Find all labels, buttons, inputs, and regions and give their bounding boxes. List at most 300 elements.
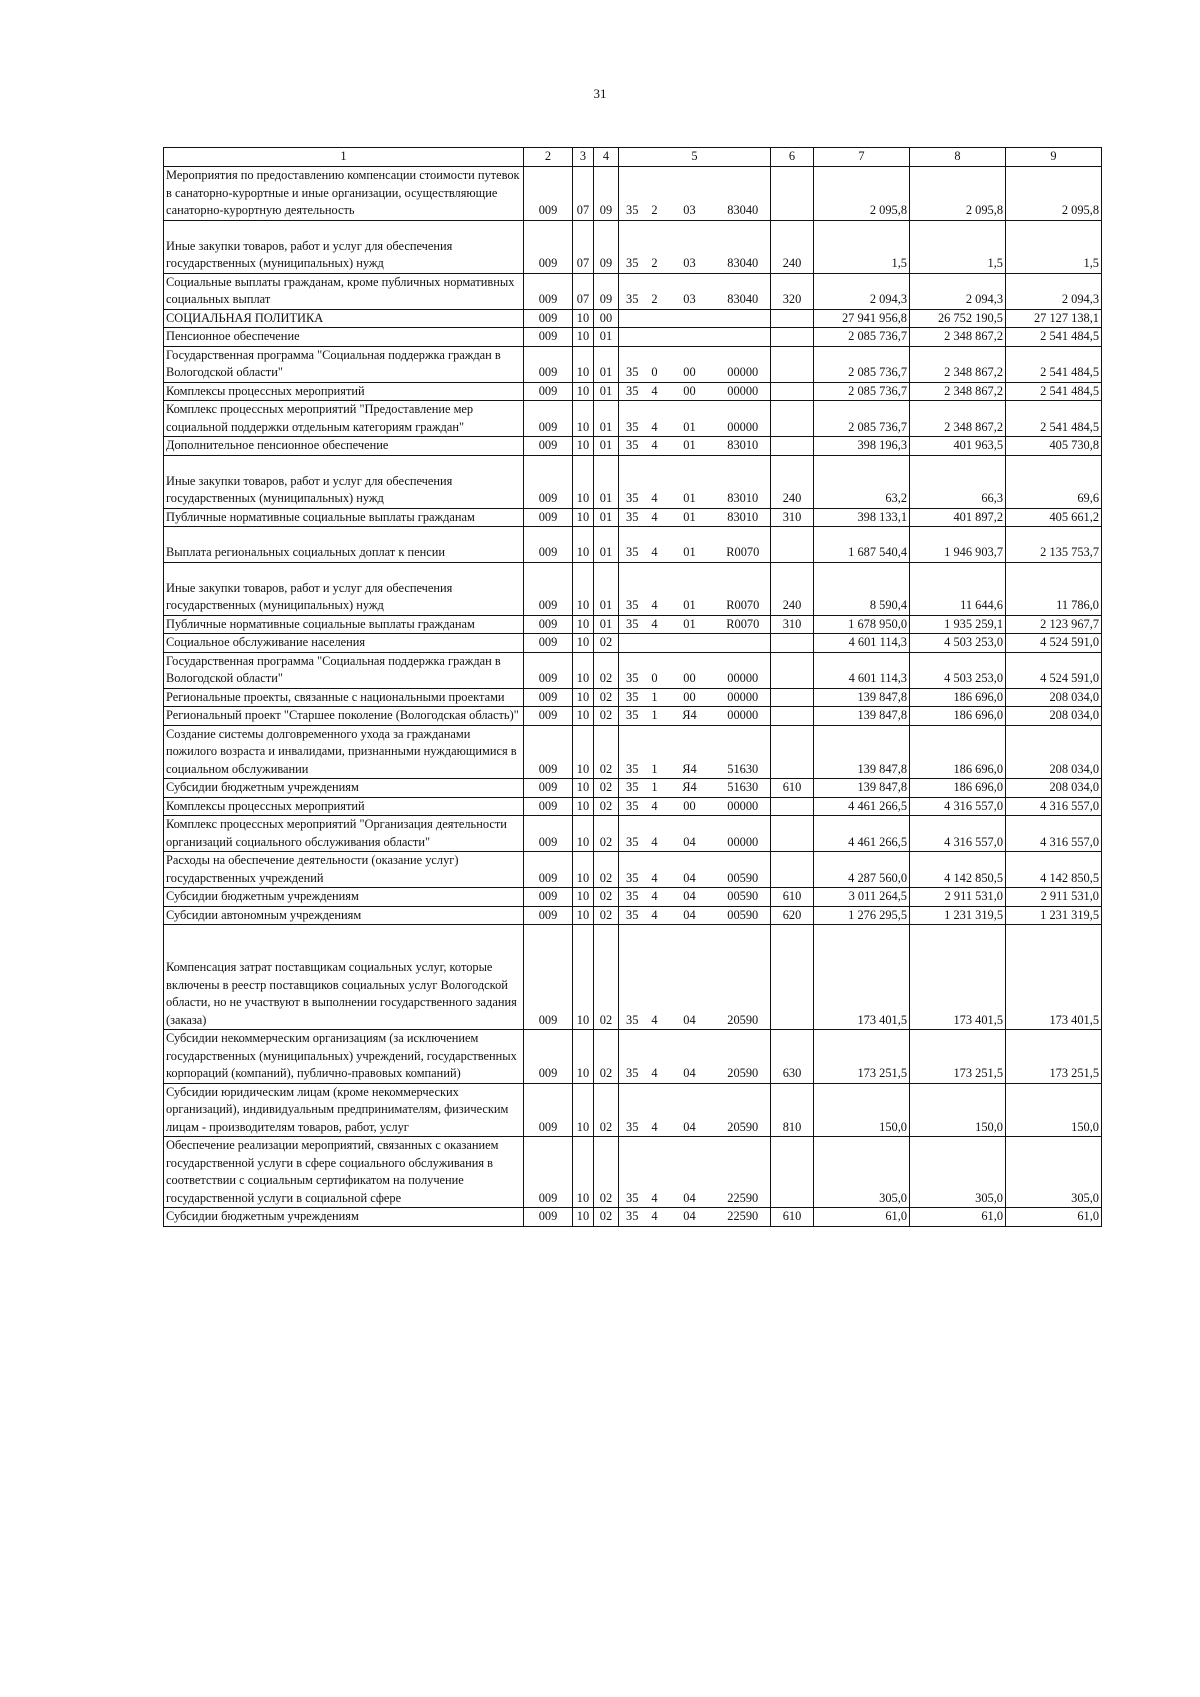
program-code [619, 634, 646, 653]
subsection-code: 02 [594, 652, 619, 688]
amount-col-9: 2 123 967,7 [1006, 615, 1102, 634]
program-code: 35 [619, 527, 646, 563]
header-cell: 3 [573, 148, 594, 167]
subprogram-code: 4 [646, 382, 664, 401]
subsection-code: 02 [594, 634, 619, 653]
amount-col-8: 66,3 [910, 455, 1006, 508]
ved-code: 009 [524, 508, 573, 527]
expense-type-code: 240 [771, 455, 814, 508]
ved-code: 009 [524, 816, 573, 852]
subsection-code: 01 [594, 401, 619, 437]
program-code: 35 [619, 797, 646, 816]
section-code: 10 [573, 816, 594, 852]
amount-col-7: 2 085 736,7 [814, 346, 910, 382]
subsection-code: 09 [594, 273, 619, 309]
header-cell: 4 [594, 148, 619, 167]
expense-type-code [771, 309, 814, 328]
ved-code: 009 [524, 725, 573, 779]
header-cell: 6 [771, 148, 814, 167]
section-code: 07 [573, 167, 594, 221]
amount-col-7: 2 095,8 [814, 167, 910, 221]
row-name: Публичные нормативные социальные выплаты гражданам [164, 615, 524, 634]
program-code: 35 [619, 437, 646, 456]
row-name: Субсидии некоммерческим организациям (за исключением государственных (муниципальных) учреждений, государственных корпораций (компаний), публично-правовых компаний) [164, 1030, 524, 1084]
event-code: 00 [664, 382, 716, 401]
direction-code: 83040 [716, 220, 771, 273]
amount-col-8: 401 897,2 [910, 508, 1006, 527]
expense-type-code [771, 797, 814, 816]
amount-col-9: 1 231 319,5 [1006, 906, 1102, 925]
program-code: 35 [619, 725, 646, 779]
event-code [664, 309, 716, 328]
program-code: 35 [619, 1208, 646, 1227]
program-code: 35 [619, 1137, 646, 1208]
direction-code: 20590 [716, 1030, 771, 1084]
amount-col-9: 2 911 531,0 [1006, 888, 1102, 907]
program-code: 35 [619, 1083, 646, 1137]
row-name: СОЦИАЛЬНАЯ ПОЛИТИКА [164, 309, 524, 328]
subprogram-code: 4 [646, 852, 664, 888]
section-code: 10 [573, 1083, 594, 1137]
expense-type-code: 610 [771, 888, 814, 907]
table-row [164, 437, 1102, 456]
amount-col-7: 150,0 [814, 1083, 910, 1137]
table-row [164, 382, 1102, 401]
amount-col-9: 305,0 [1006, 1137, 1102, 1208]
ved-code: 009 [524, 346, 573, 382]
expense-type-code [771, 652, 814, 688]
subsection-code: 02 [594, 725, 619, 779]
direction-code: 83010 [716, 455, 771, 508]
event-code: 01 [664, 437, 716, 456]
expense-type-code [771, 328, 814, 347]
direction-code: 00000 [716, 797, 771, 816]
subprogram-code: 1 [646, 725, 664, 779]
expense-type-code: 320 [771, 273, 814, 309]
program-code [619, 309, 646, 328]
table-row [164, 455, 1102, 508]
amount-col-7: 4 601 114,3 [814, 634, 910, 653]
direction-code: 20590 [716, 925, 771, 1030]
amount-col-7: 305,0 [814, 1137, 910, 1208]
header-cell: 8 [910, 148, 1006, 167]
program-code: 35 [619, 401, 646, 437]
event-code: Я4 [664, 707, 716, 726]
subprogram-code: 4 [646, 1208, 664, 1227]
amount-col-7: 2 085 736,7 [814, 401, 910, 437]
program-code: 35 [619, 707, 646, 726]
table-row [164, 725, 1102, 779]
section-code: 10 [573, 707, 594, 726]
table-row [164, 562, 1102, 615]
direction-code: 20590 [716, 1083, 771, 1137]
program-code: 35 [619, 688, 646, 707]
amount-col-7: 1 687 540,4 [814, 527, 910, 563]
program-code: 35 [619, 925, 646, 1030]
subprogram-code: 1 [646, 779, 664, 798]
ved-code: 009 [524, 925, 573, 1030]
amount-col-8: 2 348 867,2 [910, 346, 1006, 382]
row-name: Создание системы долговременного ухода за гражданами пожилого возраста и инвалидами, признанными нуждающимися в социальном обслуживании [164, 725, 524, 779]
direction-code: 00590 [716, 888, 771, 907]
subsection-code: 01 [594, 508, 619, 527]
section-code: 10 [573, 401, 594, 437]
event-code: 01 [664, 527, 716, 563]
subprogram-code: 0 [646, 652, 664, 688]
ved-code: 009 [524, 615, 573, 634]
subsection-code: 01 [594, 527, 619, 563]
subprogram-code: 4 [646, 508, 664, 527]
amount-col-9: 150,0 [1006, 1083, 1102, 1137]
header-cell: 2 [524, 148, 573, 167]
direction-code: 00000 [716, 382, 771, 401]
ved-code: 009 [524, 455, 573, 508]
section-code: 10 [573, 725, 594, 779]
subsection-code: 01 [594, 562, 619, 615]
row-name: Публичные нормативные социальные выплаты гражданам [164, 508, 524, 527]
subprogram-code: 4 [646, 925, 664, 1030]
subprogram-code [646, 309, 664, 328]
event-code: 04 [664, 1137, 716, 1208]
expense-type-code: 630 [771, 1030, 814, 1084]
table-row [164, 273, 1102, 309]
header-cell: 7 [814, 148, 910, 167]
expense-type-code [771, 725, 814, 779]
expense-type-code: 620 [771, 906, 814, 925]
table-row [164, 328, 1102, 347]
table-row [164, 309, 1102, 328]
subprogram-code: 4 [646, 527, 664, 563]
subsection-code: 09 [594, 167, 619, 221]
row-name: Комплексы процессных мероприятий [164, 382, 524, 401]
direction-code: 83010 [716, 437, 771, 456]
header-cell: 1 [164, 148, 524, 167]
event-code: 00 [664, 652, 716, 688]
subprogram-code: 4 [646, 888, 664, 907]
row-name: Комплексы процессных мероприятий [164, 797, 524, 816]
section-code: 10 [573, 309, 594, 328]
section-code: 07 [573, 220, 594, 273]
table-row [164, 707, 1102, 726]
amount-col-9: 4 524 591,0 [1006, 652, 1102, 688]
amount-col-9: 405 730,8 [1006, 437, 1102, 456]
direction-code [716, 328, 771, 347]
table-row [164, 688, 1102, 707]
amount-col-8: 26 752 190,5 [910, 309, 1006, 328]
subprogram-code: 4 [646, 1083, 664, 1137]
row-name: Социальные выплаты гражданам, кроме публичных нормативных социальных выплат [164, 273, 524, 309]
amount-col-8: 4 142 850,5 [910, 852, 1006, 888]
amount-col-7: 139 847,8 [814, 707, 910, 726]
amount-col-9: 11 786,0 [1006, 562, 1102, 615]
amount-col-7: 4 601 114,3 [814, 652, 910, 688]
event-code: 04 [664, 852, 716, 888]
subprogram-code: 4 [646, 797, 664, 816]
program-code: 35 [619, 652, 646, 688]
section-code: 10 [573, 382, 594, 401]
expense-type-code [771, 346, 814, 382]
ved-code: 009 [524, 1208, 573, 1227]
amount-col-7: 4 287 560,0 [814, 852, 910, 888]
event-code: 04 [664, 1030, 716, 1084]
ved-code: 009 [524, 652, 573, 688]
amount-col-8: 4 503 253,0 [910, 634, 1006, 653]
amount-col-9: 2 541 484,5 [1006, 346, 1102, 382]
amount-col-7: 173 401,5 [814, 925, 910, 1030]
expense-type-code: 240 [771, 220, 814, 273]
event-code: 00 [664, 688, 716, 707]
subsection-code: 01 [594, 615, 619, 634]
amount-col-8: 401 963,5 [910, 437, 1006, 456]
amount-col-8: 1 935 259,1 [910, 615, 1006, 634]
subprogram-code: 4 [646, 455, 664, 508]
ved-code: 009 [524, 1030, 573, 1084]
header-cell: 9 [1006, 148, 1102, 167]
ved-code: 009 [524, 562, 573, 615]
row-name: Субсидии бюджетным учреждениям [164, 1208, 524, 1227]
amount-col-7: 2 085 736,7 [814, 328, 910, 347]
table-row [164, 508, 1102, 527]
amount-col-7: 8 590,4 [814, 562, 910, 615]
ved-code: 009 [524, 382, 573, 401]
amount-col-8: 186 696,0 [910, 707, 1006, 726]
ved-code: 009 [524, 797, 573, 816]
amount-col-8: 1,5 [910, 220, 1006, 273]
amount-col-9: 208 034,0 [1006, 779, 1102, 798]
ved-code: 009 [524, 688, 573, 707]
header-cell: 5 [619, 148, 771, 167]
event-code: 03 [664, 167, 716, 221]
direction-code: 00000 [716, 346, 771, 382]
table-row [164, 816, 1102, 852]
subsection-code: 01 [594, 455, 619, 508]
amount-col-7: 3 011 264,5 [814, 888, 910, 907]
amount-col-8: 61,0 [910, 1208, 1006, 1227]
subprogram-code: 4 [646, 615, 664, 634]
subsection-code: 02 [594, 1083, 619, 1137]
row-name: Иные закупки товаров, работ и услуг для обеспечения государственных (муниципальных) нужд [164, 455, 524, 508]
table-row [164, 220, 1102, 273]
table-row [164, 852, 1102, 888]
amount-col-8: 1 231 319,5 [910, 906, 1006, 925]
amount-col-7: 398 133,1 [814, 508, 910, 527]
table-row [164, 779, 1102, 798]
subprogram-code: 4 [646, 816, 664, 852]
event-code: 01 [664, 401, 716, 437]
subsection-code: 02 [594, 707, 619, 726]
expense-type-code [771, 634, 814, 653]
amount-col-9: 208 034,0 [1006, 725, 1102, 779]
table-body [164, 167, 1102, 1227]
amount-col-7: 63,2 [814, 455, 910, 508]
ved-code: 009 [524, 527, 573, 563]
amount-col-8: 11 644,6 [910, 562, 1006, 615]
event-code: Я4 [664, 779, 716, 798]
section-code: 10 [573, 508, 594, 527]
subprogram-code: 0 [646, 346, 664, 382]
row-name: Комплекс процессных мероприятий "Организация деятельности организаций социального обслуживания области" [164, 816, 524, 852]
direction-code: 00000 [716, 816, 771, 852]
subprogram-code: 4 [646, 562, 664, 615]
amount-col-9: 4 316 557,0 [1006, 797, 1102, 816]
table-row [164, 615, 1102, 634]
expense-type-code [771, 1137, 814, 1208]
amount-col-7: 139 847,8 [814, 688, 910, 707]
event-code: 00 [664, 346, 716, 382]
row-name: Иные закупки товаров, работ и услуг для обеспечения государственных (муниципальных) нужд [164, 220, 524, 273]
row-name: Компенсация затрат поставщикам социальных услуг, которые включены в реестр поставщиков социальных услуг Вологодской области, но не участвуют в выполнении государственного задания (заказа) [164, 925, 524, 1030]
program-code: 35 [619, 852, 646, 888]
table-row [164, 906, 1102, 925]
section-code: 10 [573, 852, 594, 888]
amount-col-9: 1,5 [1006, 220, 1102, 273]
amount-col-7: 1 276 295,5 [814, 906, 910, 925]
subprogram-code: 4 [646, 906, 664, 925]
program-code: 35 [619, 346, 646, 382]
amount-col-8: 4 503 253,0 [910, 652, 1006, 688]
table-row [164, 925, 1102, 1030]
table-row [164, 797, 1102, 816]
amount-col-9: 69,6 [1006, 455, 1102, 508]
program-code: 35 [619, 906, 646, 925]
row-name: Государственная программа "Социальная поддержка граждан в Вологодской области" [164, 652, 524, 688]
program-code: 35 [619, 220, 646, 273]
expense-type-code: 810 [771, 1083, 814, 1137]
table-row [164, 346, 1102, 382]
table-row [164, 634, 1102, 653]
row-name: Субсидии автономным учреждениям [164, 906, 524, 925]
row-name: Мероприятия по предоставлению компенсации стоимости путевок в санаторно-курортные и иные организации, осуществляющие санаторно-курортную деятельность [164, 167, 524, 221]
program-code: 35 [619, 455, 646, 508]
ved-code: 009 [524, 888, 573, 907]
page-number: 31 [593, 86, 607, 101]
section-code: 10 [573, 634, 594, 653]
amount-col-7: 398 196,3 [814, 437, 910, 456]
event-code: 04 [664, 816, 716, 852]
table-row [164, 1030, 1102, 1084]
event-code: 00 [664, 797, 716, 816]
amount-col-9: 173 401,5 [1006, 925, 1102, 1030]
ved-code: 009 [524, 1137, 573, 1208]
expense-type-code [771, 527, 814, 563]
event-code: Я4 [664, 725, 716, 779]
subsection-code: 01 [594, 346, 619, 382]
program-code: 35 [619, 273, 646, 309]
table-row [164, 652, 1102, 688]
table-row [164, 1083, 1102, 1137]
subprogram-code [646, 328, 664, 347]
row-name: Комплекс процессных мероприятий "Предоставление мер социальной поддержки отдельным категориям граждан" [164, 401, 524, 437]
event-code: 04 [664, 906, 716, 925]
section-code: 10 [573, 1030, 594, 1084]
section-code: 10 [573, 797, 594, 816]
subprogram-code [646, 634, 664, 653]
row-name: Субсидии юридическим лицам (кроме некоммерческих организаций), индивидуальным предпринимателям, физическим лицам - производителям товаров, работ, услуг [164, 1083, 524, 1137]
program-code: 35 [619, 816, 646, 852]
amount-col-9: 4 316 557,0 [1006, 816, 1102, 852]
direction-code: 00590 [716, 852, 771, 888]
direction-code: R0070 [716, 562, 771, 615]
section-code: 10 [573, 652, 594, 688]
section-code: 10 [573, 615, 594, 634]
expense-type-code: 240 [771, 562, 814, 615]
expense-type-code [771, 437, 814, 456]
direction-code: 00000 [716, 707, 771, 726]
event-code: 04 [664, 1208, 716, 1227]
amount-col-8: 173 401,5 [910, 925, 1006, 1030]
subsection-code: 02 [594, 688, 619, 707]
section-code: 10 [573, 328, 594, 347]
ved-code: 009 [524, 401, 573, 437]
amount-col-8: 2 348 867,2 [910, 401, 1006, 437]
row-name: Дополнительное пенсионное обеспечение [164, 437, 524, 456]
subsection-code: 01 [594, 382, 619, 401]
amount-col-9: 208 034,0 [1006, 688, 1102, 707]
amount-col-8: 186 696,0 [910, 688, 1006, 707]
row-name: Обеспечение реализации мероприятий, связанных с оказанием государственной услуги в сфере социального обслуживания в соответствии с социальным сертификатом на получение государственной услуги в социальной сфере [164, 1137, 524, 1208]
amount-col-7: 4 461 266,5 [814, 797, 910, 816]
expense-type-code [771, 852, 814, 888]
event-code: 01 [664, 615, 716, 634]
subprogram-code: 1 [646, 688, 664, 707]
ved-code: 009 [524, 1083, 573, 1137]
subsection-code: 02 [594, 1137, 619, 1208]
amount-col-9: 4 524 591,0 [1006, 634, 1102, 653]
amount-col-9: 2 541 484,5 [1006, 401, 1102, 437]
amount-col-8: 2 911 531,0 [910, 888, 1006, 907]
program-code: 35 [619, 167, 646, 221]
amount-col-9: 2 541 484,5 [1006, 328, 1102, 347]
row-name: Региональный проект "Старшее поколение (Вологодская область)" [164, 707, 524, 726]
subsection-code: 02 [594, 779, 619, 798]
header-row [164, 148, 1102, 167]
direction-code [716, 309, 771, 328]
table-row [164, 401, 1102, 437]
ved-code: 009 [524, 707, 573, 726]
subsection-code: 02 [594, 1030, 619, 1084]
ved-code: 009 [524, 328, 573, 347]
amount-col-7: 61,0 [814, 1208, 910, 1227]
direction-code: 00000 [716, 401, 771, 437]
ved-code: 009 [524, 437, 573, 456]
program-code: 35 [619, 508, 646, 527]
direction-code [716, 634, 771, 653]
amount-col-8: 305,0 [910, 1137, 1006, 1208]
section-code: 10 [573, 562, 594, 615]
subsection-code: 02 [594, 906, 619, 925]
section-code: 10 [573, 925, 594, 1030]
row-name: Иные закупки товаров, работ и услуг для обеспечения государственных (муниципальных) нужд [164, 562, 524, 615]
budget-table [163, 147, 1102, 1227]
subprogram-code: 2 [646, 273, 664, 309]
expense-type-code: 310 [771, 508, 814, 527]
amount-col-9: 2 541 484,5 [1006, 382, 1102, 401]
ved-code: 009 [524, 634, 573, 653]
subprogram-code: 2 [646, 167, 664, 221]
event-code [664, 328, 716, 347]
program-code: 35 [619, 562, 646, 615]
row-name: Субсидии бюджетным учреждениям [164, 779, 524, 798]
amount-col-7: 4 461 266,5 [814, 816, 910, 852]
expense-type-code [771, 382, 814, 401]
direction-code: 83040 [716, 273, 771, 309]
amount-col-8: 150,0 [910, 1083, 1006, 1137]
section-code: 07 [573, 273, 594, 309]
ved-code: 009 [524, 309, 573, 328]
expense-type-code [771, 688, 814, 707]
direction-code: 00000 [716, 688, 771, 707]
direction-code: 83010 [716, 508, 771, 527]
